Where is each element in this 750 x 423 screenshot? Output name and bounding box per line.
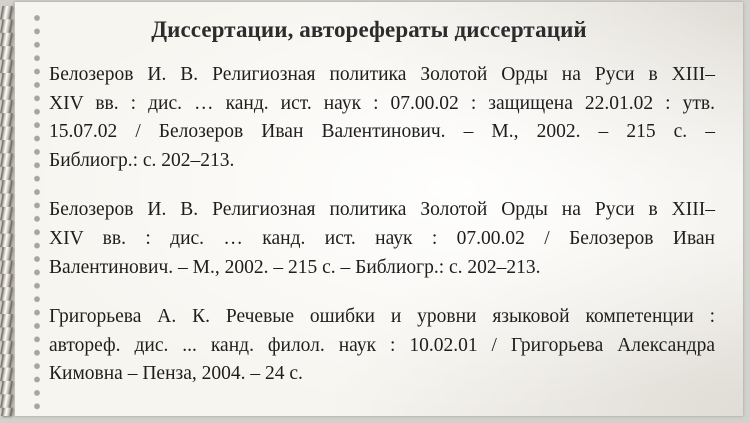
bibliography-entry-3 — [49, 303, 715, 389]
entry-line: Кимовна – Пенза, 2004. – 24 с. — [49, 363, 303, 385]
entry-line: Григорьева А. К. Речевые ошибки и уровни языковой компетенции : — [49, 306, 715, 328]
bibliography-entry-1 — [49, 61, 715, 175]
page-title: Диссертации, авторефераты диссертаций — [151, 17, 587, 42]
entry-line: автореф. дис. ... канд. филол. наук : 10.02.01 / Григорьева Александра — [49, 334, 715, 356]
spiral-binding — [0, 6, 30, 416]
binding-holes — [29, 12, 45, 414]
entry-line: Валентинович. – М., 2002. – 215 с. – Библиогр.: с. 202–213. — [49, 256, 541, 278]
bibliography-entry-2 — [49, 196, 715, 282]
entry-line: 15.07.02 / Белозеров Иван Валентинович. – М., 2002. – 215 с. – — [49, 121, 715, 143]
entry-line: Белозеров И. В. Религиозная политика Золотой Орды на Руси в XIII– — [49, 199, 715, 221]
entry-line: XIV вв. : дис. … канд. ист. наук : 07.00.02 / Белозеров Иван — [49, 227, 715, 249]
entry-line: XIV вв. : дис. … канд. ист. наук : 07.00.02 : защищена 22.01.02 : утв. — [49, 92, 715, 114]
entry-line: Белозеров И. В. Религиозная политика Золотой Орды на Руси в XIII– — [49, 64, 715, 85]
bibliography-list — [49, 61, 715, 410]
entry-line: Библиогр.: с. 202–213. — [49, 149, 235, 171]
